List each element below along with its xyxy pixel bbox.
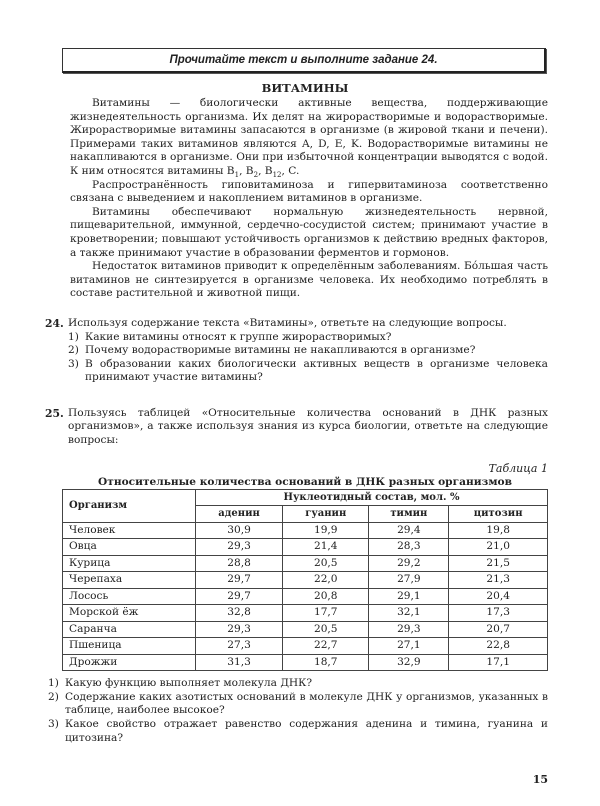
paragraph-4: Недостаток витаминов приводит к определённым заболеваниям. Бóльшая часть витаминов не синтезируется в организме человека. Их необходимо потреблять в составе растительной и животной пищи. <box>70 260 548 300</box>
task-24-body <box>68 317 548 385</box>
question-number: 2) <box>68 344 79 357</box>
separator: , B <box>239 164 254 177</box>
question <box>68 358 548 385</box>
value-cell: 29,2 <box>369 555 449 572</box>
value-cell: 17,1 <box>449 654 548 671</box>
paragraph-3: Витамины обеспечивают нормальную жизнедеятельность нервной, пищеварительной, иммунной, сердечно-сосудистой систем; принимают участие в кроветворении; повышают устойчивость организмов к действию вредных факторов, а также принимают участие в образовании ферментов и гормонов. <box>70 205 548 259</box>
value-cell: 22,8 <box>449 638 548 655</box>
column-header: цитозин <box>449 506 548 523</box>
value-cell: 28,3 <box>369 539 449 556</box>
table-row <box>63 621 548 638</box>
question <box>48 691 548 718</box>
value-cell: 20,7 <box>449 621 548 638</box>
organism-cell: Пшеница <box>63 638 196 655</box>
value-cell: 19,8 <box>449 522 548 539</box>
question-text: Содержание каких азотистых оснований в молекуле ДНК у организмов, указанных в таблице, наиболее высокое? <box>65 690 548 717</box>
table-row <box>63 654 548 671</box>
value-cell: 21,5 <box>449 555 548 572</box>
value-cell: 32,9 <box>369 654 449 671</box>
question <box>48 677 548 691</box>
organism-cell: Курица <box>63 555 196 572</box>
value-cell: 29,3 <box>196 621 283 638</box>
organism-cell: Черепаха <box>63 572 196 589</box>
value-cell: 20,5 <box>283 621 369 638</box>
paragraph-2: Распространённость гиповитаминоза и гипервитаминоза соответственно связана с выведением и накоплением витаминов в организме. <box>70 178 548 205</box>
value-cell: 17,3 <box>449 605 548 622</box>
value-cell: 30,9 <box>196 522 283 539</box>
value-cell: 31,3 <box>196 654 283 671</box>
value-cell: 29,3 <box>196 539 283 556</box>
question-number: 3) <box>68 357 79 370</box>
table-row <box>63 539 548 556</box>
table-row <box>63 572 548 589</box>
task-25 <box>45 407 548 448</box>
organism-cell: Саранча <box>63 621 196 638</box>
value-cell: 21,4 <box>283 539 369 556</box>
paragraph-1-end: , C. <box>281 164 300 177</box>
column-header: аденин <box>196 506 283 523</box>
value-cell: 28,8 <box>196 555 283 572</box>
task-24-number: 24. <box>45 316 64 330</box>
question <box>48 718 548 745</box>
task-24 <box>45 317 548 385</box>
value-cell: 21,3 <box>449 572 548 589</box>
separator: , B <box>258 164 273 177</box>
instruction-text: Прочитайте текст и выполните задание 24. <box>169 54 438 66</box>
organism-header: Организм <box>63 489 196 522</box>
table-caption: Таблица 1 <box>488 461 548 475</box>
question-number: 1) <box>48 677 59 690</box>
table-row <box>63 588 548 605</box>
task-25-number: 25. <box>45 406 64 420</box>
question <box>68 331 548 345</box>
value-cell: 27,9 <box>369 572 449 589</box>
value-cell: 27,1 <box>369 638 449 655</box>
task-25-intro: Пользуясь таблицей «Относительные количества оснований в ДНК разных организмов», а также используя знания из курса биологии, ответьте на следующие вопросы: <box>68 406 548 447</box>
table-row <box>63 638 548 655</box>
table-row <box>63 555 548 572</box>
table-title: Относительные количества оснований в ДНК разных организмов <box>98 475 512 488</box>
paragraph-1-text: Витамины — биологически активные вещества, поддерживающие жизнедеятельность организма. Их делят на жирорастворимые и водорастворимые. Жирорастворимые витамины запасаются в организме (в жировой ткани и печени). Примерами таких витаминов являются A, D, E, K. Водорастворимые витамины не накапливаются в организме. Они при избыточной концентрации выводятся с водой. К ним относятся витамины B <box>70 97 548 177</box>
value-cell: 20,8 <box>283 588 369 605</box>
value-cell: 19,9 <box>283 522 369 539</box>
subscript: 2 <box>253 171 259 180</box>
question-number: 2) <box>48 690 59 703</box>
value-cell: 29,7 <box>196 588 283 605</box>
task-24-intro: Используя содержание текста «Витамины», ответьте на следующие вопросы. <box>68 316 507 329</box>
table-body <box>63 522 548 671</box>
question-text: Какие витамины относят к группе жирорастворимых? <box>85 330 392 343</box>
organism-cell: Морской ёж <box>63 605 196 622</box>
value-cell: 21,0 <box>449 539 548 556</box>
nucleotide-header: Нуклеотидный состав, мол. % <box>196 489 548 506</box>
question-text: В образовании каких биологически активных веществ в организме человека принимают участие витамины? <box>85 357 548 384</box>
value-cell: 20,4 <box>449 588 548 605</box>
value-cell: 32,1 <box>369 605 449 622</box>
organism-cell: Человек <box>63 522 196 539</box>
instruction-banner <box>62 48 546 73</box>
question-text: Почему водорастворимые витамины не накапливаются в организме? <box>85 344 476 357</box>
reading-text <box>70 97 548 301</box>
column-header: гуанин <box>283 506 369 523</box>
value-cell: 29,7 <box>196 572 283 589</box>
organism-cell: Овца <box>63 539 196 556</box>
dna-bases-table <box>62 489 548 672</box>
question-text: Какую функцию выполняет молекула ДНК? <box>65 677 313 690</box>
question <box>68 344 548 358</box>
task-25-questions <box>48 677 548 745</box>
question-number: 1) <box>68 330 79 343</box>
table-row <box>63 522 548 539</box>
column-header: тимин <box>369 506 449 523</box>
value-cell: 29,3 <box>369 621 449 638</box>
question-text: Какое свойство отражает равенство содержания аденина и тимина, гуанина и цитозина? <box>65 717 548 744</box>
value-cell: 18,7 <box>283 654 369 671</box>
organism-cell: Дрожжи <box>63 654 196 671</box>
subscript: 12 <box>272 171 282 180</box>
organism-cell: Лосось <box>63 588 196 605</box>
paragraph-1 <box>70 97 548 179</box>
value-cell: 29,1 <box>369 588 449 605</box>
value-cell: 17,7 <box>283 605 369 622</box>
value-cell: 32,8 <box>196 605 283 622</box>
value-cell: 29,4 <box>369 522 449 539</box>
subscript: 1 <box>234 171 240 180</box>
value-cell: 27,3 <box>196 638 283 655</box>
value-cell: 22,0 <box>283 572 369 589</box>
question-number: 3) <box>48 717 59 730</box>
table-row <box>63 605 548 622</box>
text-title: ВИТАМИНЫ <box>261 81 349 95</box>
value-cell: 22,7 <box>283 638 369 655</box>
page-number: 15 <box>532 773 548 787</box>
value-cell: 20,5 <box>283 555 369 572</box>
